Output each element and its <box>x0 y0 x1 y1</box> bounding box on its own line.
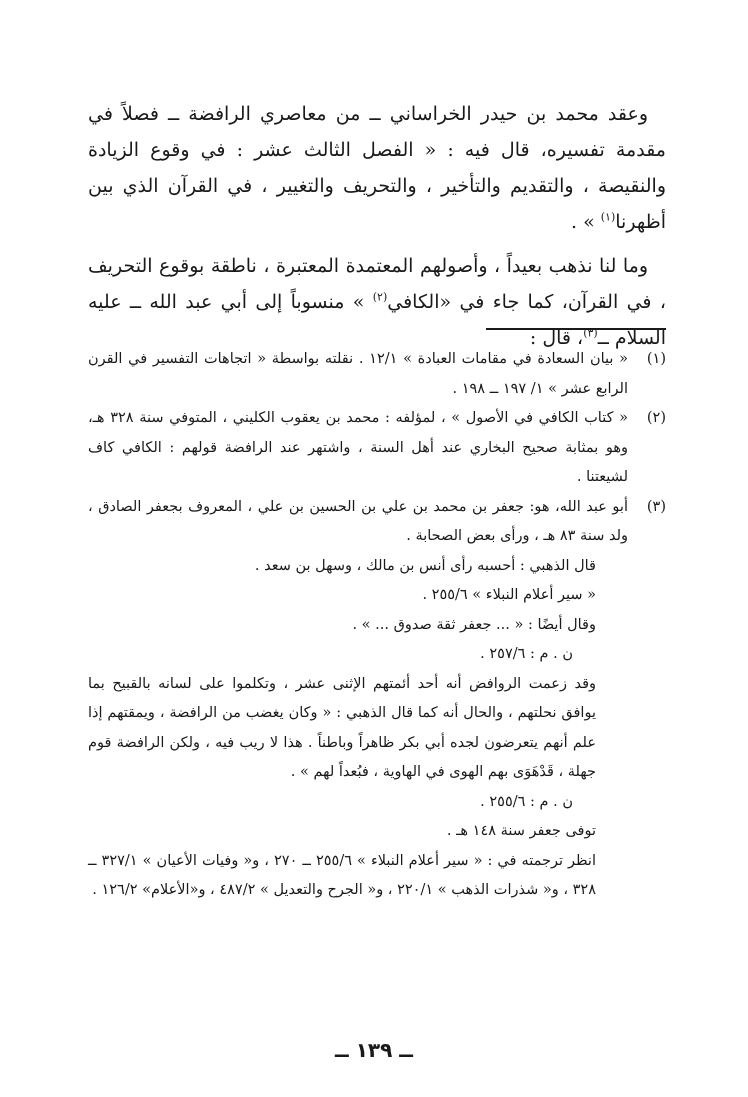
paragraph-1: وعقد محمد بن حيدر الخراساني ــ من معاصري الرافضة ــ فصلاً في مقدمة تفسيره، قال فيه : « الفصل الثالث عشر : في وقوع الزيادة والنقيصة ، والتقديم والتأخير ، والتحريف والتغيير ، في القرآن الذي بين أظهرنا$^{(١)}$ » . <box>88 103 666 233</box>
footnote-line: « سير أعلام النبلاء » ٢٥٥/٦ . <box>422 587 596 603</box>
page-number: ــ ١٣٩ ــ <box>335 1038 413 1062</box>
footnote-line: أبو عبد الله، هو: جعفر بن محمد بن علي بن الحسين بن علي ، المعروف بجعفر الصادق ، ولد سنة ٨٣ هـ ، ورأى بعض الصحابة . <box>88 498 628 544</box>
footnote-line: توفى جعفر سنة ١٤٨ هـ . <box>446 823 596 839</box>
footnotes <box>88 345 666 906</box>
footnote-ref-3[interactable]: (٣) <box>583 326 598 340</box>
footnote-number: (١) <box>646 351 666 367</box>
footnote-line: وقد زعمت الروافض أنه أحد أئمتهم الإثنى عشر ، وتكلموا على لسانه بالقبيح بما يوافق نحلتهم ، والحال أنه كما قال الذهبي : « وكان يغضب من الرافضة ، ويمقتهم إذا علم أنهم يتعرضون لجده أبي بكر ظاهراً وباطناً . هذا لا ريب فيه ، ولكن الرافضة قوم جهلة ، قَدْهَوَى بهم الهوى في الهاوية ، فبُعداً لهم » . <box>88 675 596 780</box>
footnote-line: ن . م : ٢٥٥/٦ . <box>480 793 573 810</box>
footnote-ref-1[interactable]: (١) <box>600 210 616 224</box>
footnote-separator <box>486 328 666 330</box>
footnote-number: (٢) <box>646 410 666 426</box>
footnote-3 <box>88 493 666 906</box>
footnote-2 <box>88 404 666 493</box>
footnote-line: ن . م : ٢٥٧/٦ . <box>480 646 573 662</box>
footnote-text: « كتاب الكافي في الأصول » ، لمؤلفه : محمد بن يعقوب الكليني ، المتوفي سنة ٣٢٨ هـ، وهو بمثابة صحيح البخاري عند أهل السنة ، واشتهر عند الرافضة قولهم : الكافي كاف لشيعتنا . <box>88 410 628 485</box>
footnote-line: قال الذهبي : أحسبه رأى أنس بن مالك ، وسهل بن سعد . <box>254 557 596 574</box>
footnote-1 <box>88 345 666 404</box>
footnote-line: وقال أيضًا : « ... جعفر ثقة صدوق ... » . <box>352 616 596 633</box>
footnote-text: « بيان السعادة في مقامات العبادة » ١٢/١ . نقلته بواسطة « اتجاهات التفسير في القرن الرابع عشر » ١/ ١٩٧ ــ ١٩٨ . <box>88 351 628 397</box>
footnote-number: (٣) <box>646 498 666 515</box>
footnote-ref-2[interactable]: (٢) <box>372 290 388 304</box>
main-text <box>88 96 666 356</box>
paragraph-2: وما لنا نذهب بعيداً ، وأصولهم المعتمدة المعتبرة ، ناطقة بوقوع التحريف ، في القرآن، كما جاء في «الكافي$^{(٢)}$ » منسوباً إلى أبي عبد الله ــ عليه السلام ــ$^{(٣)}$، قال : <box>88 255 666 349</box>
footnote-line: انظر ترجمته في : « سير أعلام النبلاء » ٢٥٥/٦ ــ ٢٧٠ ، و« وفيات الأعيان » ٣٢٧/١ ــ ٣٢٨ ، و« شذرات الذهب » ٢٢٠/١ ، و« الجرح والتعديل » ٤٨٧/٢ ، و«الأعلام» ١٢٦/٢ . <box>88 852 596 898</box>
